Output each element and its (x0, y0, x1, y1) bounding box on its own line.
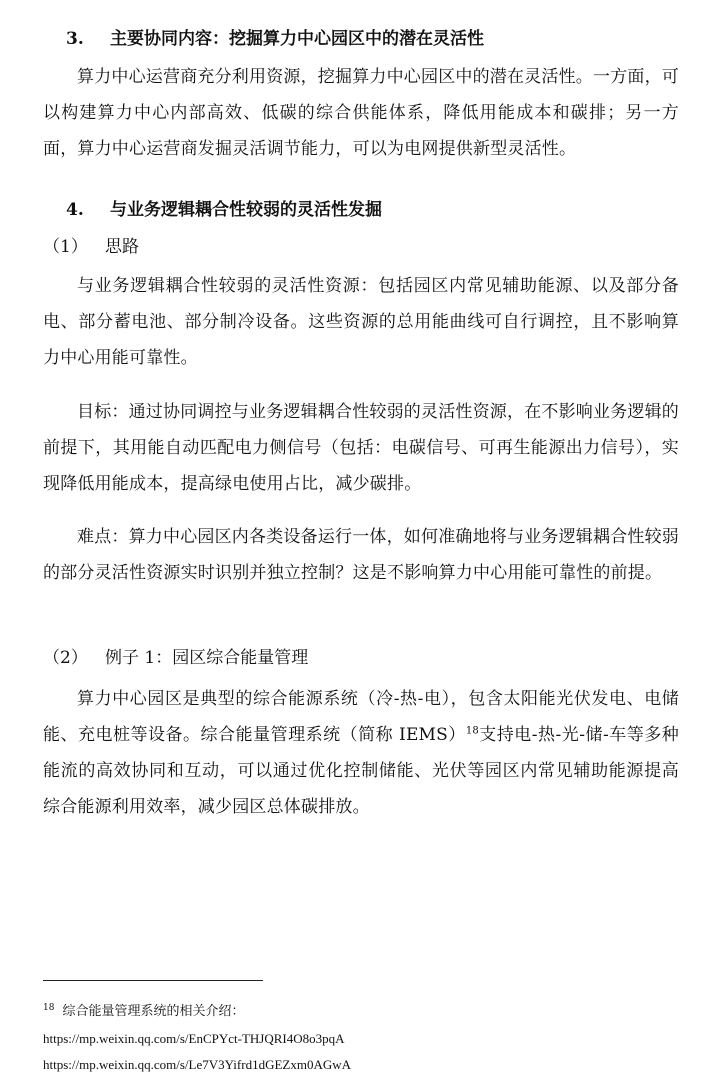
section-3-heading (66, 24, 484, 49)
subsection-2-paragraph-part-2: 支持电-热-光-储-车等多种能流的高效协同和互动，可以通过优化控制储能、光伏等园区内常见辅助能源提高综合能源利用效率，减少园区总体碳排放。 (43, 725, 680, 817)
section-3-number: 3. (66, 29, 84, 49)
section-4-heading (66, 195, 382, 220)
footnote-link-2[interactable]: https://mp.weixin.qq.com/s/Le7V3Yifrd1dGEZxm0AGwA (43, 1057, 352, 1072)
subsection-2-number: （2） (43, 648, 88, 668)
footnote-text: 综合能量管理系统的相关介绍： (62, 1004, 245, 1019)
subsection-1-number: （1） (43, 237, 88, 257)
section-3-paragraph: 算力中心运营商充分利用资源，挖掘算力中心园区中的潜在灵活性。一方面，可以构建算力中心内部高效、低碳的综合供能体系，降低用能成本和碳排；另一方面，算力中心运营商发掘灵活调节能力，可以为电网提供新型灵活性。 (43, 67, 679, 159)
subsection-1-title: 思路 (105, 237, 139, 257)
footnote-reference[interactable]: 18 (465, 725, 479, 737)
subsection-1-paragraph-goal: 目标：通过协同调控与业务逻辑耦合性较弱的灵活性资源，在不影响业务逻辑的前提下，其用能自动匹配电力侧信号（包括：电碳信号、可再生能源出力信号），实现降低用能成本，提高绿电使用占比，减少碳排。 (43, 402, 679, 494)
footnote-link-1[interactable]: https://mp.weixin.qq.com/s/EnCPYct-THJQRI4O8o3pqA (43, 1031, 345, 1046)
section-4-title: 与业务逻辑耦合性较弱的灵活性发掘 (110, 200, 382, 220)
subsection-2-paragraph-part-1: 算力中心园区是典型的综合能源系统（冷-热-电），包含太阳能光伏发电、电储能、充电桩等设备。综合能量管理系统（简称 IEMS） (43, 689, 679, 745)
section-4-number: 4. (66, 200, 84, 220)
subsection-1-paragraph-1: 与业务逻辑耦合性较弱的灵活性资源：包括园区内常见辅助能源、以及部分备电、部分蓄电池、部分制冷设备。这些资源的总用能曲线可自行调控，且不影响算力中心用能可靠性。 (43, 276, 679, 368)
subsection-2-title: 例子 1：园区综合能量管理 (105, 648, 309, 668)
footnote-number: 18 (43, 1002, 55, 1013)
subsection-2-heading (43, 643, 308, 668)
section-3-title: 主要协同内容：挖掘算力中心园区中的潜在灵活性 (110, 29, 484, 49)
footnote (43, 1000, 244, 1019)
footnote-divider (43, 980, 263, 981)
subsection-1-paragraph-difficulty: 难点：算力中心园区内各类设备运行一体，如何准确地将与业务逻辑耦合性较弱的部分灵活性资源实时识别并独立控制？这是不影响算力中心用能可靠性的前提。 (43, 527, 679, 583)
subsection-2-paragraph (43, 681, 679, 825)
subsection-1-heading (43, 232, 139, 257)
